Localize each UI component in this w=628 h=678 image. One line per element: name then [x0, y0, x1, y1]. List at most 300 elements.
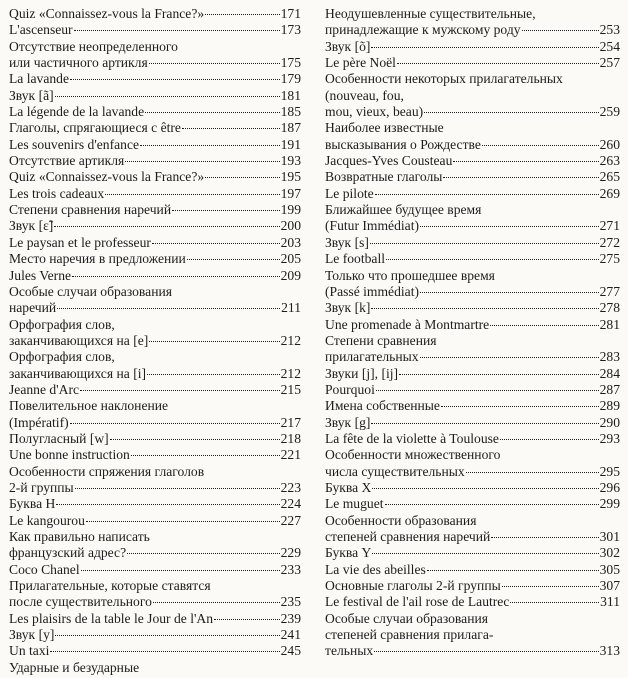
dot-leader [56, 503, 279, 505]
toc-entry-row [325, 22, 620, 38]
dot-leader [491, 536, 598, 538]
toc-entry-title-line: (nouveau, fou, [325, 87, 404, 103]
toc-entry [325, 120, 620, 153]
toc-entry-row [325, 349, 620, 365]
toc-entry-row [9, 545, 301, 561]
toc-entry [9, 660, 301, 676]
dot-leader [510, 601, 599, 603]
toc-page-number: 217 [280, 414, 301, 430]
dot-leader [72, 275, 280, 277]
toc-entry-title-line: L'ascenseur [9, 22, 73, 38]
dot-leader [205, 13, 279, 15]
dot-leader [172, 209, 280, 211]
toc-entry [9, 496, 301, 512]
toc-entry [9, 643, 301, 659]
toc-entry [9, 235, 301, 251]
dot-leader [500, 438, 599, 440]
toc-entry-title-line: Основные глаголы 2-й группы [325, 578, 501, 594]
toc-entry-title-line: принадлежащие к мужскому роду [325, 22, 521, 38]
toc-entry-title-line: La lavande [9, 71, 70, 87]
toc-page-number: 281 [599, 316, 620, 332]
dot-leader [372, 552, 598, 554]
toc-entry [325, 431, 620, 447]
toc-page-number: 301 [599, 529, 620, 544]
dot-leader [152, 242, 280, 244]
toc-entry [9, 120, 301, 136]
dot-leader [372, 487, 598, 489]
toc-entry-row [9, 447, 301, 463]
toc-entry-row [9, 88, 301, 104]
toc-page-number: 241 [280, 627, 301, 643]
toc-page-number: 218 [280, 430, 301, 446]
dot-leader [371, 307, 598, 309]
toc-entry [9, 202, 301, 218]
toc-entry-row [9, 611, 301, 627]
toc-entry-title-line: Jules Verne [9, 267, 72, 283]
toc-page-number: 293 [599, 430, 620, 446]
toc-entry-title-line: Звук [õ] [325, 38, 371, 54]
toc-entry-title-line: Звук [k] [325, 300, 371, 316]
toc-entry [9, 218, 301, 234]
dot-leader [131, 454, 280, 456]
toc-entry-row [9, 480, 301, 496]
toc-page-number: 253 [599, 22, 620, 38]
toc-entry [325, 480, 620, 496]
toc-entry-row [9, 382, 301, 398]
toc-entry-title-line: степеней сравнения наречий [325, 529, 491, 544]
toc-page-number: 215 [280, 381, 301, 397]
toc-page-number: 302 [599, 545, 620, 561]
toc-entry-row [325, 382, 620, 398]
toc-entry-title-line: высказывания о Рождестве [325, 136, 481, 152]
toc-entry [325, 71, 620, 120]
toc-page-number: 179 [280, 71, 301, 87]
toc-entry-title-line: Un taxi [9, 643, 50, 659]
toc-entry-title-line: Отсутствие неопределенного [9, 38, 178, 54]
toc-entry-row [9, 251, 301, 267]
toc-page-number: 227 [280, 512, 301, 528]
toc-entry-row [325, 431, 620, 447]
toc-entry-row [325, 578, 620, 594]
toc-entry-row [325, 496, 620, 512]
toc-entry-title-line: Le football [325, 251, 386, 267]
toc-entry-title-line: Une promenade à Montmartre [325, 316, 490, 332]
dot-leader [70, 422, 280, 424]
toc-entry-row [9, 153, 301, 169]
dot-leader [386, 258, 599, 260]
toc-entry-title-line: Les souvenirs d'enfance [9, 136, 140, 152]
dot-leader [153, 601, 280, 603]
dot-leader [74, 29, 280, 31]
toc-entry-title-line: (Impératif) [9, 414, 69, 430]
toc-entry-title-line: Coco Chanel [9, 561, 80, 577]
toc-page-number: 175 [280, 55, 301, 71]
toc-entry [9, 349, 301, 382]
dot-leader [374, 650, 598, 652]
toc-page-number: 203 [280, 234, 301, 250]
toc-page-number: 245 [280, 643, 301, 659]
toc-entry-title-line: Особенности спряжения глаголов [9, 463, 205, 479]
toc-page-number: 212 [280, 365, 301, 381]
dot-leader [55, 634, 279, 636]
toc-entry-title-line: Звуки [j], [ij] [325, 365, 399, 381]
toc-page-number: 257 [599, 55, 620, 71]
toc-entry-title-line: тельных [325, 643, 374, 659]
toc-page-number: 221 [280, 447, 301, 463]
toc-entry-row [325, 366, 620, 382]
toc-page-number: 275 [599, 251, 620, 267]
toc-entry-title-line: французский адрес? [9, 545, 127, 561]
toc-entry-row [9, 120, 301, 136]
toc-entry [9, 284, 301, 317]
toc-entry-row [325, 464, 620, 480]
toc-entry-title-line: Глаголы, спрягающиеся с être [9, 120, 181, 136]
toc-page-number: 265 [599, 169, 620, 185]
toc-entry-title-line: Le père Noël [325, 55, 396, 71]
toc-entry-title-line: или частичного артикля [9, 55, 148, 71]
toc-entry [9, 529, 301, 562]
dot-leader [205, 176, 279, 178]
toc-entry-title-line: Le kangourou [9, 512, 85, 528]
dot-leader [57, 307, 280, 309]
toc-entry [325, 202, 620, 235]
toc-page-number: 254 [599, 38, 620, 54]
toc-entry [325, 317, 620, 333]
toc-page-number: 224 [280, 496, 301, 512]
toc-entry [9, 562, 301, 578]
toc-entry-row [9, 186, 301, 202]
toc-entry-row [325, 218, 620, 234]
dot-leader [424, 111, 598, 113]
dot-leader [149, 340, 279, 342]
toc-entry-title-line: Повелительное наклонение [9, 398, 169, 414]
toc-entry [9, 39, 301, 72]
toc-entry-row [9, 55, 301, 71]
toc-page-number: 287 [599, 381, 620, 397]
toc-entry-row [325, 545, 620, 561]
toc-entry [9, 317, 301, 350]
dot-leader [105, 193, 279, 195]
toc-entry [325, 169, 620, 185]
toc-entry-title-line: Буква Y [325, 545, 372, 561]
toc-entry [325, 578, 620, 594]
toc-entry-row [9, 496, 301, 512]
dot-leader [75, 487, 280, 489]
toc-entry-title-line: после существительного [9, 594, 152, 610]
toc-entry [325, 545, 620, 561]
dot-leader [420, 356, 599, 358]
toc-entry [9, 464, 301, 497]
toc-entry-row [325, 104, 620, 120]
toc-entry [9, 6, 301, 22]
toc-entry-title-line: заканчивающихся на [e] [9, 332, 149, 348]
toc-entry [325, 300, 620, 316]
toc-entry [325, 562, 620, 578]
toc-entry-title-line: прилагательных [325, 349, 419, 365]
toc-page-number: 229 [280, 545, 301, 561]
toc-entry-row [9, 235, 301, 251]
toc-page-number: 223 [280, 479, 301, 495]
toc-entry-row [9, 513, 301, 529]
toc-entry-title-line: (Passé immédiat) [325, 283, 420, 299]
dot-leader [502, 585, 599, 587]
dot-leader [187, 258, 280, 260]
toc-entry [325, 611, 620, 660]
toc-entry [325, 186, 620, 202]
toc-page-number: 260 [599, 136, 620, 152]
toc-entry [325, 496, 620, 512]
toc-page-number: 290 [599, 414, 620, 430]
toc-page-number: 313 [599, 643, 620, 659]
toc-entry-row [325, 643, 620, 659]
toc-page-number: 271 [599, 218, 620, 234]
toc-entry [9, 22, 301, 38]
toc-page-number: 199 [280, 202, 301, 218]
toc-entry-row [325, 562, 620, 578]
dot-leader [127, 552, 279, 554]
toc-entry-title-line: La vie des abeilles [325, 561, 426, 577]
dot-leader [125, 160, 279, 162]
toc-entry-title-line: Quiz «Connaissez-vous la France?» [9, 6, 205, 21]
toc-entry-row [325, 480, 620, 496]
toc-entry [9, 382, 301, 398]
toc-entry-title-line: La fête de la violette à Toulouse [325, 430, 499, 446]
toc-entry [325, 594, 620, 610]
toc-entry-row [9, 104, 301, 120]
toc-entry-title-line: Только что прошедшее время [325, 267, 495, 283]
toc-entry-title-line: Орфография слов, [9, 316, 115, 332]
toc-entry-title-line: mou, vieux, beau) [325, 104, 424, 120]
toc-entry-title-line: Le muguet [325, 496, 384, 512]
toc-entry-title-line: Степени сравнения [325, 332, 437, 348]
toc-entry-row [9, 366, 301, 382]
dot-leader [81, 569, 280, 571]
dot-leader [214, 618, 280, 620]
dot-leader [443, 176, 598, 178]
toc-entry-row [9, 415, 301, 431]
toc-entry [325, 447, 620, 480]
toc-entry-title-line: Как правильно написать [9, 529, 150, 544]
dot-leader [110, 438, 280, 440]
dot-leader [522, 29, 599, 31]
toc-entry-row [325, 169, 620, 185]
toc-entry-title-line: степеней сравнения прилага- [325, 627, 494, 643]
toc-page-number: 295 [599, 463, 620, 479]
dot-leader [397, 62, 599, 64]
toc-entry-row [9, 333, 301, 349]
toc-entry-row [325, 398, 620, 414]
toc-entry-title-line: заканчивающихся на [i] [9, 365, 147, 381]
toc-entry-title-line: Звук [ɛ̃] [9, 218, 54, 234]
toc-entry [9, 398, 301, 431]
toc-entry-row [325, 284, 620, 300]
dot-leader [149, 62, 280, 64]
toc-page-number: 209 [280, 267, 301, 283]
toc-page-number: 283 [599, 349, 620, 365]
toc-entry-title-line: Le paysan et le professeur [9, 234, 151, 250]
dot-leader [370, 242, 599, 244]
dot-leader [371, 46, 598, 48]
toc-page-number: 307 [599, 578, 620, 594]
toc-entry [9, 431, 301, 447]
toc-page-number: 211 [281, 300, 301, 316]
toc-entry-row [325, 594, 620, 610]
toc-entry-row [325, 529, 620, 545]
dot-leader [375, 193, 599, 195]
toc-entry-row [325, 300, 620, 316]
toc-entry-title-line: Звук [s] [325, 234, 369, 250]
toc-entry [9, 104, 301, 120]
toc-entry [325, 398, 620, 414]
toc-entry-title-line: La légende de la lavande [9, 104, 145, 120]
toc-entry-row [9, 300, 301, 316]
toc-entry-title-line: Ударные и безударные [9, 659, 140, 675]
toc-page-number: 205 [280, 251, 301, 267]
toc-entry [325, 251, 620, 267]
toc-page-number: 233 [280, 561, 301, 577]
toc-entry-row [9, 562, 301, 578]
toc-entry-row [9, 627, 301, 643]
toc-entry-title-line: Звук [g] [325, 414, 371, 430]
toc-entry [9, 268, 301, 284]
toc-entry-row [9, 643, 301, 659]
toc-entry-row [325, 137, 620, 153]
toc-page-number: 239 [280, 610, 301, 626]
toc-entry [9, 447, 301, 463]
dot-leader [86, 520, 280, 522]
toc-page-number: 191 [280, 136, 301, 152]
toc-entry-row [325, 317, 620, 333]
toc-entry [9, 513, 301, 529]
toc-entry-row [9, 594, 301, 610]
toc-page-number: 235 [280, 594, 301, 610]
toc-page-number: 305 [599, 561, 620, 577]
toc-entry [325, 55, 620, 71]
toc-entry-row [325, 235, 620, 251]
toc-page-number: 272 [599, 234, 620, 250]
toc-entry-title-line: Место наречия в предложении [9, 251, 186, 267]
dot-leader [147, 373, 280, 375]
toc-entry-title-line: Полугласный [w] [9, 430, 109, 446]
toc-page-number: 185 [280, 104, 301, 120]
toc-entry-row [325, 39, 620, 55]
toc-entry [325, 39, 620, 55]
dot-leader [482, 144, 599, 146]
toc-entry-title-line: Особенности образования [325, 512, 477, 528]
toc-entry-row [9, 6, 301, 22]
toc-entry-title-line: Особенности некоторых прилагательных [325, 71, 563, 87]
toc-entry [325, 153, 620, 169]
toc-entry-title-line: Степени сравнения наречий [9, 202, 172, 218]
toc-page-number: 173 [280, 22, 301, 38]
toc-page-number: 200 [280, 218, 301, 234]
toc-page-number: 311 [600, 594, 620, 610]
toc-entry [9, 251, 301, 267]
toc-entry-row [9, 71, 301, 87]
dot-leader [80, 389, 280, 391]
toc-entry-title-line: Особые случаи образования [325, 610, 488, 626]
dot-leader [145, 111, 280, 113]
dot-leader [385, 503, 599, 505]
toc-page-number: 193 [280, 153, 301, 169]
dot-leader [399, 373, 599, 375]
toc-page-number: 296 [599, 479, 620, 495]
toc-entry-title-line: Les trois cadeaux [9, 185, 105, 201]
dot-leader [182, 127, 280, 129]
toc-right-column [325, 6, 620, 660]
dot-leader [54, 225, 279, 227]
toc-entry-title-line: Неодушевленные существительные, [325, 6, 536, 21]
toc-page-number: 289 [599, 398, 620, 414]
dot-leader [371, 422, 598, 424]
toc-entry-title-line: (Futur Immédiat) [325, 218, 420, 234]
dot-leader [55, 95, 280, 97]
toc-entry-title-line: 2-й группы [9, 479, 74, 495]
toc-page-number: 259 [599, 104, 620, 120]
toc-entry [9, 71, 301, 87]
toc-entry-row [325, 55, 620, 71]
dot-leader [466, 471, 599, 473]
dot-leader [427, 569, 599, 571]
toc-entry [9, 88, 301, 104]
dot-leader [490, 324, 598, 326]
dot-leader [376, 389, 599, 391]
toc-page-number: 299 [599, 496, 620, 512]
toc-page-number: 284 [599, 365, 620, 381]
toc-page-number: 171 [280, 6, 301, 21]
toc-entry-row [325, 153, 620, 169]
toc-entry-title-line: Le pilote [325, 185, 374, 201]
toc-entry-title-line: Les plaisirs de la table le Jour de l'An [9, 610, 214, 626]
toc-entry-title-line: Имена собственные [325, 398, 440, 414]
toc-page-number: 181 [280, 87, 301, 103]
dot-leader [50, 650, 279, 652]
toc-entry-title-line: Возвратные глаголы [325, 169, 443, 185]
toc-entry-row [9, 22, 301, 38]
toc-entry-title-line: Орфография слов, [9, 349, 115, 365]
toc-entry-title-line: Особенности множественного [325, 447, 501, 463]
toc-entry-row [325, 251, 620, 267]
toc-entry [325, 382, 620, 398]
toc-left-column [9, 6, 301, 676]
toc-entry [9, 578, 301, 611]
toc-entry-title-line: Особые случаи образования [9, 283, 172, 299]
toc-entry-title-line: Quiz «Connaissez-vous la France?» [9, 169, 205, 185]
toc-page-number: 269 [599, 185, 620, 201]
toc-entry-row [9, 660, 301, 676]
toc-entry [325, 6, 620, 39]
toc-entry-title-line: Звук [ã] [9, 87, 54, 103]
toc-entry [9, 153, 301, 169]
toc-entry [9, 611, 301, 627]
toc-entry [325, 268, 620, 301]
toc-entry-title-line: Le festival de l'ail rose de Lautrec [325, 594, 510, 610]
toc-page-number: 277 [599, 283, 620, 299]
toc-entry [325, 415, 620, 431]
toc-entry-title-line: Jeanne d'Arc [9, 381, 80, 397]
toc-entry-row [325, 186, 620, 202]
toc-entry-row [9, 268, 301, 284]
toc-entry [325, 366, 620, 382]
toc-entry-row [9, 169, 301, 185]
toc-entry-title-line: Jacques-Yves Cousteau [325, 153, 453, 169]
dot-leader [420, 291, 599, 293]
toc-entry [9, 627, 301, 643]
toc-entry-row [9, 431, 301, 447]
toc-entry-title-line: числа существительных [325, 463, 465, 479]
toc-entry-row [9, 137, 301, 153]
toc-entry [325, 235, 620, 251]
